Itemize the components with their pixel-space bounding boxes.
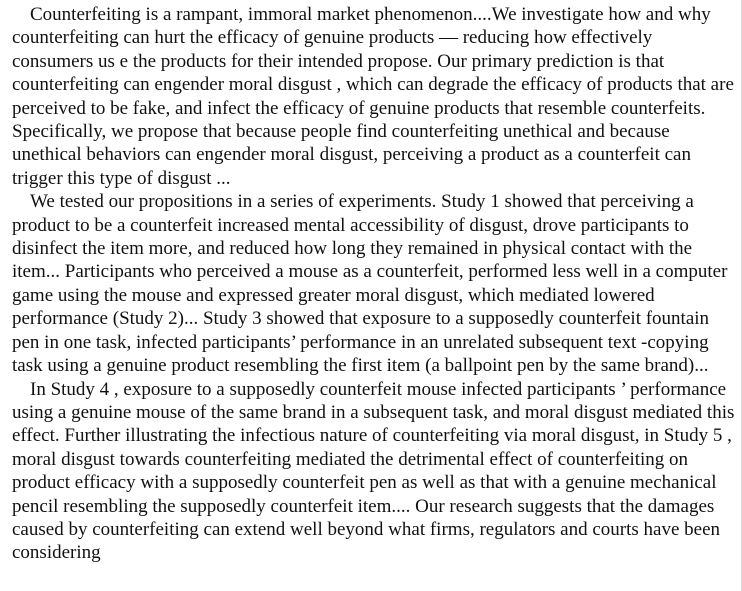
paragraph-3: In Study 4 , exposure to a supposedly counterfeit mouse infected participants ’ performance using a genuine mouse of the same brand in a subsequent task, and moral disgust mediated this effect. Further illustrating the infectious nature of counterfeiting via moral disgust, in Study 5 , moral disgust towards counterfeiting mediated the detrimental effect of counterfeiting on product efficacy with a supposedly counterfeit pen as well as that with a genuine mechanical pencil resembling the supposedly counterfeit item.... Our research suggests that the damages caused by counterfeiting can extend well beyond what firms, regulators and courts have been considering xyxy=(12,378,735,564)
paragraph-1: Counterfeiting is a rampant, immoral market phenomenon....We investigate how and why counterfeiting can hurt the efficacy of genuine products — reducing how effectively consumers us e the products for their intended propose. Our primary prediction is that counterfeiting can engender moral disgust , which can degrade the efficacy of products that are perceived to be fake, and infect the efficacy of genuine products that resemble counterfeits. Specifically, we propose that because people find counterfeiting unethical and because unethical behaviors can engender moral disgust, perceiving a product as a counterfeit can trigger this type of disgust ... xyxy=(12,4,734,189)
document-body xyxy=(12,3,738,565)
paragraph-2: We tested our propositions in a series of experiments. Study 1 showed that perceiving a product to be a counterfeit increased mental accessibility of disgust, drove participants to disinfect the item more, and reduced how long they remained in physical contact with the item... Participants who perceived a mouse as a counterfeit, performed less well in a computer game using the mouse and expressed greater moral disgust, which mediated lowered performance (Study 2)... Study 3 showed that exposure to a supposedly counterfeit fountain pen in one task, infected participants’ performance in an unrelated subsequent text -copying task using a genuine product resembling the first item (a ballpoint pen by the same brand)... xyxy=(12,191,728,377)
